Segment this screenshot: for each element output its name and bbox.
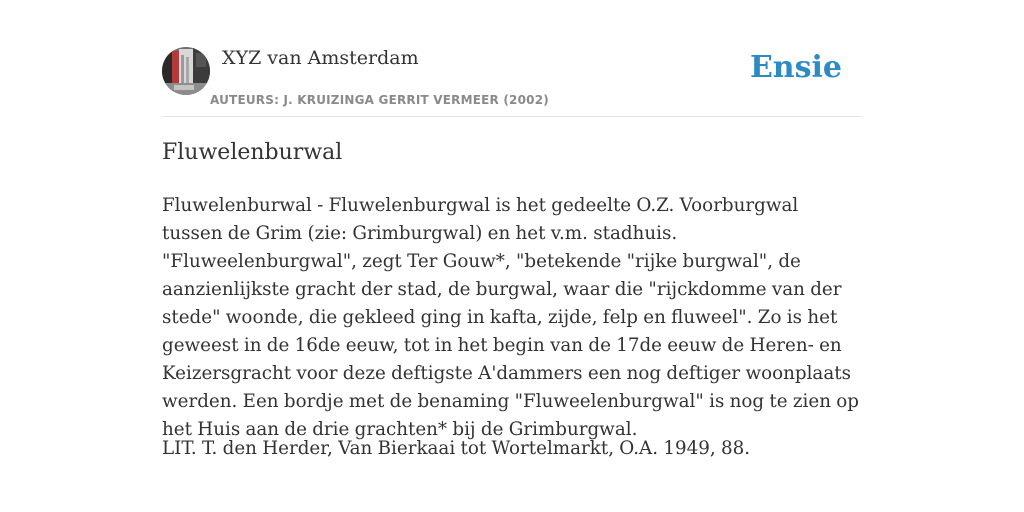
entry-title: Fluwelenburwal xyxy=(162,140,343,165)
book-cover-photo-icon xyxy=(162,47,210,95)
entry-body-text: Fluwelenburwal - Fluwelenburgwal is het gedeelte O.Z. Voorburgwal tussen de Grim (zie: Grimburgwal) en het v.m. stadhuis. "Fluweelenburgwal", zegt Ter Gouw*, "betekende "rijke burgwal", de aanzienlijkste gracht der stad, de burgwal, waar die "rijckdomme van der stede" woonde, die gekleed ging in kafta, zijde, felp en fluweel". Zo is het geweest in de 16de eeuw, tot in het begin van de 17de eeuw de Heren- en Keizersgracht voor deze deftigste A'dammers een nog deftiger woonplaats werden. Een bordje met de benaming "Fluweelenburgwal" is nog te zien op het Huis aan de drie grachten* bij de Grimburgwal. xyxy=(162,195,859,440)
book-cover-avatar[interactable] xyxy=(162,47,210,95)
entry-header xyxy=(162,46,862,117)
entry-literature-reference: LIT. T. den Herder, Van Bierkaai tot Wortelmarkt, O.A. 1949, 88. xyxy=(162,438,751,459)
book-title[interactable]: XYZ van Amsterdam xyxy=(222,47,419,69)
authors-label: AUTEURS: J. KRUIZINGA GERRIT VERMEER (2002) xyxy=(210,93,549,107)
ensie-logo-link[interactable]: Ensie xyxy=(749,50,842,85)
